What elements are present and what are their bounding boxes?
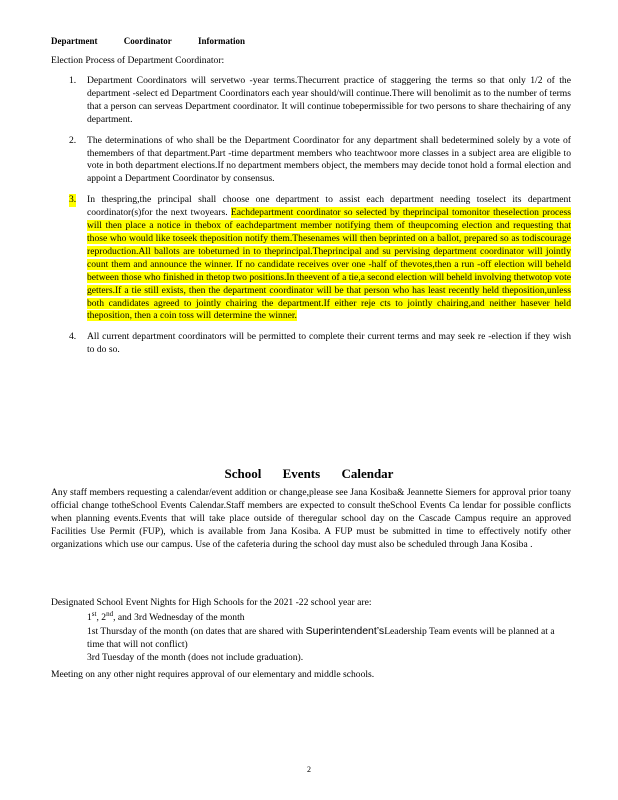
item-text: In thespring,the principal shall choose one department to assist each department needing toselect its department coordinator(s)for the next twoyears. xyxy=(87,194,571,219)
item-text: The determinations of who shall be the Department Coordinator for any department shall bedetermined solely by a vote of themembers of that department.Part -time department members who teachtwoor more classes in a subject area are eligible to vote in both department elections.If no department members object, the members may decide tonot hold a formal election and appoint a Department Coordinator by consensus. xyxy=(87,134,571,185)
item-number: 3. xyxy=(69,194,77,206)
item-number: 4. xyxy=(69,331,77,343)
list-item: 1st, 2nd, and 3rd Wednesday of the month xyxy=(87,609,245,623)
list-item xyxy=(51,75,571,127)
page-number: 2 xyxy=(307,765,311,774)
events-paragraph: Any staff members requesting a calendar/event addition or change,please see Jana Kosiba& Jeannette Siemers for approval prior toany official change totheSchool Events Calendar.Staff members are expected to consult theSchool Events Ca lendar for possible conflicts when planning events.Events that will take place outside of theregular school day on the Cascade Campus require an approved Facilities Use Permit (FUP), which is available from Jana Kosiba. A FUP must be submitted in time to effectively notify other organizations which use our campus. Use of the cafeteria during the school day must also be scheduled through Jana Kosiba . xyxy=(51,487,571,550)
header-information: Information xyxy=(198,36,245,46)
item-number: 1. xyxy=(69,75,77,86)
item-number: 2. xyxy=(69,134,77,146)
list-item xyxy=(51,331,571,357)
item-text: Department Coordinators will servetwo -year terms.Thecurrent practice of staggering the terms so that only 1/2 of the department -select ed Department Coordinators each year should/will continue.There will benolimit as to the number of terms that a person can serveas Department coordinator. It will continue tobepermissible for two persons to share thechairing of any department. xyxy=(87,75,571,125)
meeting-note: Meeting on any other night requires approval of our elementary and middle schools. xyxy=(51,669,375,680)
item-text: All current department coordinators will be permitted to complete their current terms and may seek re -election if they wish to do so. xyxy=(87,331,571,356)
header-coordinator: Coordinator xyxy=(123,36,172,46)
event-nights-list xyxy=(51,609,571,665)
list-item: 1st Thursday of the month (on dates that are shared with Superintendent’sLeadership Team events will be planned at a time that will not conflict) xyxy=(87,624,555,650)
election-process-list xyxy=(51,75,571,365)
document-header xyxy=(51,36,245,46)
highlighted-text: Eachdepartment coordinator so selected by theprincipal tomonitor theselection process will then place a notice in thebox of eachdepartment member notifying them of theupcoming election and requesting that those who would like toseek theposition notify them.Thesenames will then beprinted on a ballot, prepared so as todiscourage reproduction.All ballots are tobeturned in to theprincipal.Theprincipal and su pervising department coordinator will jointly count them and announce the winner. If no candidate receives over one -half of thevotes,then a run -off election will beheld between those who finished in thetop two positions.In theevent of a tie,a second election will beheld involving thetwotop vote getters.If a tie still exists, then the department coordinator will be that person who has least recently held theposition,unless both candidates agreed to jointly chairing the department.If either reje cts to jointly chairing,and neither hasever held theposition, then a coin toss will determine the winner. xyxy=(87,207,571,322)
list-item xyxy=(51,135,571,187)
header-department: Department xyxy=(51,36,98,46)
list-item xyxy=(51,194,571,323)
section-title: School Events Calendar xyxy=(224,466,394,481)
designated-heading: Designated School Event Nights for High Schools for the 2021 -22 school year are: xyxy=(51,597,372,608)
list-item: 3rd Tuesday of the month (does not include graduation). xyxy=(87,651,304,663)
election-heading: Election Process of Department Coordinator: xyxy=(51,55,225,66)
